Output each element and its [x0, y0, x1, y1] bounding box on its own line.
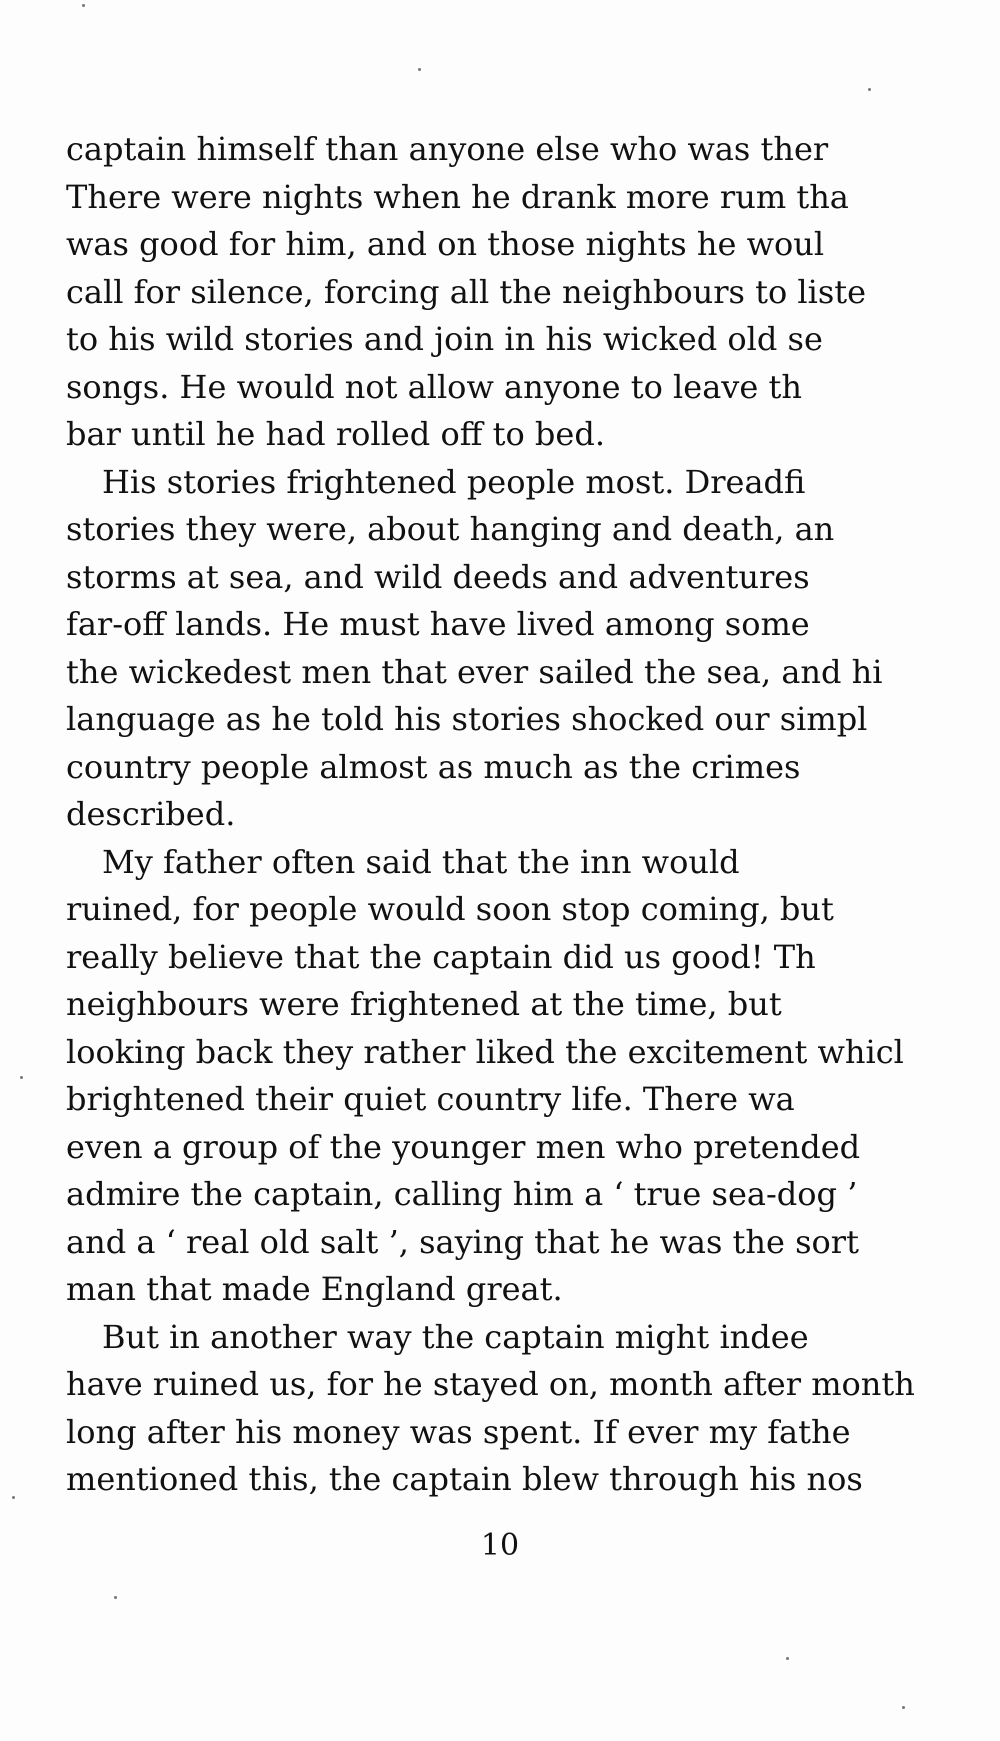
text-line: described.: [66, 795, 236, 833]
text-line: brightened their quiet country life. There wa: [66, 1080, 795, 1118]
text-line: bar until he had rolled off to bed.: [66, 415, 605, 453]
text-line: have ruined us, for he stayed on, month after month: [66, 1365, 915, 1403]
print-speck: [20, 1076, 23, 1079]
text-line: mentioned this, the captain blew through his nos: [66, 1460, 863, 1498]
text-line: songs. He would not allow anyone to leave th: [66, 367, 802, 406]
text-line: But in another way the captain might indee: [102, 1317, 809, 1356]
text-line: even a group of the younger men who pretended: [66, 1127, 861, 1166]
print-speck: [786, 1657, 789, 1660]
text-line: looking back they rather liked the excitement whicl: [66, 1032, 904, 1071]
text-line: far-off lands. He must have lived among some: [66, 605, 810, 643]
print-speck: [12, 1496, 15, 1499]
text-line: man that made England great.: [66, 1270, 563, 1308]
page-number: 10: [480, 1528, 520, 1563]
text-line: language as he told his stories shocked our simpl: [66, 700, 868, 738]
print-speck: [902, 1706, 905, 1709]
text-line: ruined, for people would soon stop coming, but: [66, 890, 834, 928]
text-line: neighbours were frightened at the time, but: [66, 985, 782, 1023]
text-line: the wickedest men that ever sailed the sea, and hi: [66, 652, 883, 691]
text-line: long after his money was spent. If ever my fathe: [66, 1412, 851, 1451]
text-line: to his wild stories and join in his wicked old se: [66, 320, 823, 358]
text-line: stories they were, about hanging and death, an: [66, 510, 835, 548]
print-speck: [868, 88, 871, 91]
text-line: really believe that the captain did us good! Th: [66, 937, 816, 976]
body-text: [66, 126, 966, 1504]
text-line: There were nights when he drank more rum tha: [66, 177, 849, 216]
text-line: My father often said that the inn would: [102, 842, 740, 881]
text-line: and a ‘ real old salt ’, saying that he was the sort: [66, 1222, 859, 1261]
print-speck: [114, 1596, 117, 1599]
text-line: His stories frightened people most. Dreadfi: [102, 462, 806, 501]
print-speck: [82, 4, 85, 7]
print-speck: [418, 68, 421, 71]
text-line: admire the captain, calling him a ‘ true sea-dog ’: [66, 1175, 858, 1213]
text-line: storms at sea, and wild deeds and adventures: [66, 557, 810, 596]
text-line: was good for him, and on those nights he woul: [66, 225, 825, 263]
text-line: call for silence, forcing all the neighbours to liste: [66, 272, 867, 311]
text-line: captain himself than anyone else who was ther: [66, 130, 829, 168]
text-line: country people almost as much as the crimes: [66, 747, 801, 786]
